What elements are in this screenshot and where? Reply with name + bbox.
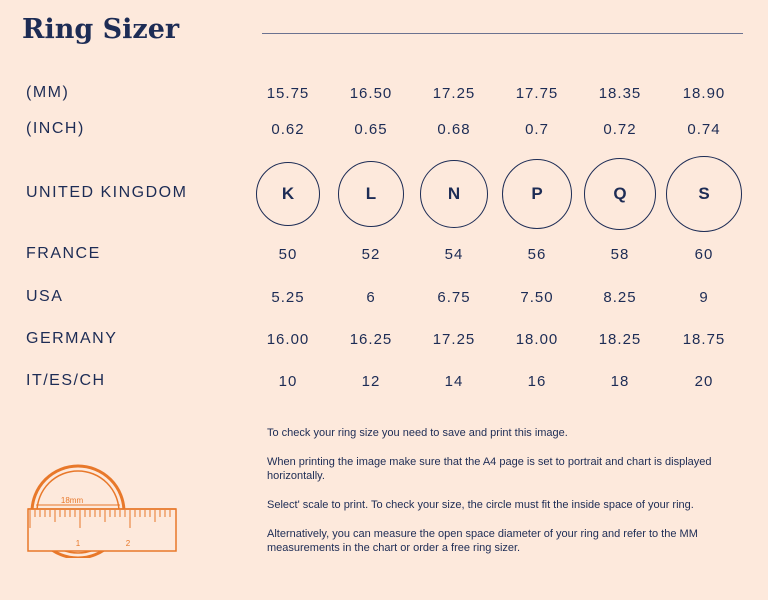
row-label: UNITED KINGDOM [26,184,188,201]
size-value: 20 [694,373,714,390]
size-value: 14 [444,373,464,390]
size-value: 52 [361,246,381,263]
size-value: 18 [610,373,630,390]
size-value: 0.74 [687,121,721,138]
measure-label: 18mm [60,496,84,505]
ruler-number-1: 1 [75,539,81,548]
ring-ruler-illustration [22,462,182,558]
size-value: 15.75 [266,85,310,102]
row-label: (MM) [26,84,70,101]
size-value: 0.72 [603,121,637,138]
instruction-2: When printing the image make sure that the A4 page is set to portrait and chart is displayed horizontally. [267,456,712,482]
size-value: 18.75 [682,331,726,348]
instruction-1: To check your ring size you need to save and print this image. [267,427,568,439]
size-value: 7.50 [520,289,554,306]
row-label: IT/ES/CH [26,372,106,389]
ruler-number-2: 2 [125,539,131,548]
size-value: 18.90 [682,85,726,102]
size-value: 0.68 [437,121,471,138]
row-label: (INCH) [26,120,85,137]
row-label: GERMANY [26,330,118,347]
size-value: 18.35 [598,85,642,102]
size-value: 0.65 [354,121,388,138]
size-value: 17.25 [432,331,476,348]
size-value: 17.25 [432,85,476,102]
size-value: 17.75 [515,85,559,102]
size-value: 54 [444,246,464,263]
uk-size-circle: P [502,159,572,229]
size-value: 12 [361,373,381,390]
size-value: 16.00 [266,331,310,348]
instruction-3: Select' scale to print. To check your size, the circle must fit the inside space of your ring. [267,499,694,511]
page-title: Ring Sizer [22,14,180,45]
size-value: 0.7 [525,121,549,138]
size-value: 16.50 [349,85,393,102]
size-value: 5.25 [271,289,305,306]
uk-size-circle: K [256,162,320,226]
size-value: 9 [699,289,709,306]
title-divider [262,33,743,34]
size-value: 10 [278,373,298,390]
size-value: 16 [527,373,547,390]
uk-size-circle: L [338,161,404,227]
size-value: 60 [694,246,714,263]
size-value: 18.00 [515,331,559,348]
size-value: 50 [278,246,298,263]
size-value: 56 [527,246,547,263]
uk-size-circle: S [666,156,742,232]
size-value: 0.62 [271,121,305,138]
instructions [267,426,747,570]
size-value: 6.75 [437,289,471,306]
size-value: 18.25 [598,331,642,348]
size-value: 16.25 [349,331,393,348]
row-label: USA [26,288,64,305]
uk-size-circle: Q [584,158,656,230]
size-value: 8.25 [603,289,637,306]
uk-size-circle: N [420,160,488,228]
size-value: 6 [366,289,376,306]
instruction-4: Alternatively, you can measure the open space diameter of your ring and refer to the MM measurements in the chart or order a free ring sizer. [267,528,698,554]
row-label: FRANCE [26,245,101,262]
size-value: 58 [610,246,630,263]
